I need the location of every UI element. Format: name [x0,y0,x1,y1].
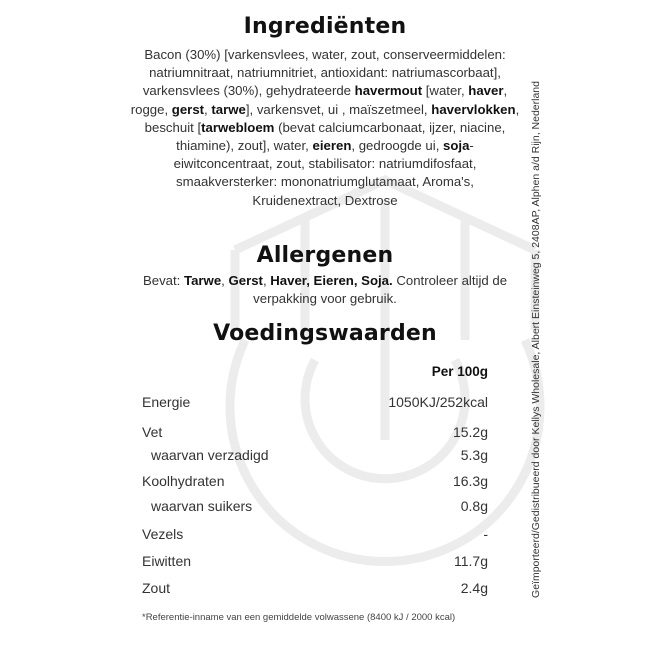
allergen-bold-term: Haver, Eieren, Soja. [270,273,393,288]
nutrition-row [142,394,488,414]
nutrition-row [142,473,488,493]
nutrition-row-value: 16.3g [452,473,488,489]
nutrition-per-label: Per 100g [431,364,488,379]
ingredient-text-segment: [water, [422,83,469,99]
ingredient-bold-term: tarwebloem [201,119,275,135]
allergen-bold-term: Tarwe [184,273,222,288]
allergen-bold-term: Gerst [228,273,263,288]
nutrition-row [142,553,488,573]
allergens-title: Allergenen [256,243,394,268]
nutrition-row-value: 0.8g [460,498,488,514]
ingredient-bold-term: haver [468,83,504,99]
ingredient-text-segment: -eiwitconcentraat, zout, stabilisator: natriumdifosfaat, smaakversterker: mononatriumglutamaat, Aroma's, Kruidenextract, Dextrose [173,138,477,208]
allergen-text-segment: Controleer altijd de verpakking voor gebruik. [253,273,508,307]
nutrition-row-label: waarvan suikers [151,498,253,514]
allergen-text-segment: , [221,273,229,288]
ingredient-bold-term: gerst [171,101,205,117]
nutrition-row [142,424,488,444]
ingredient-bold-term: havermout [354,83,423,99]
nutrition-row-value: - [483,526,488,542]
ingredient-bold-term: soja [443,138,470,154]
nutrition-row-value: 5.3g [460,447,488,463]
nutrition-footnote: *Referentie-inname van een gemiddelde volwassene (8400 kJ / 2000 kcal) [142,612,456,623]
ingredients-text [130,46,520,210]
nutrition-row-value: 15.2g [452,424,488,440]
nutrition-row-label: waarvan verzadigd [151,447,269,463]
ingredient-text-segment: , beschuit [ [144,101,520,135]
nutrition-row-label: Energie [142,394,191,410]
ingredient-bold-term: tarwe [211,101,246,117]
nutrition-row [142,447,488,467]
nutrition-row [142,580,488,600]
ingredient-bold-term: havervlokken [431,101,516,117]
nutrition-row-label: Vezels [142,526,184,542]
importer-side-text: Geïmporteerd/Gedistribueerd door Kellys Wholesale, Albert Einsteinweg 5, 2408AP, Alphen a/d Rijn, Nederland [530,81,542,598]
nutrition-row [142,498,488,518]
nutrition-row-value: 2.4g [460,580,488,596]
nutrition-row [142,526,488,546]
nutrition-row-value: 1050KJ/252kcal [388,394,488,410]
ingredient-text-segment: , gedroogde ui, [351,138,444,154]
nutrition-row-label: Koolhydraten [142,473,225,489]
nutrition-title: Voedingswaarden [213,321,437,346]
ingredient-text-segment: (bevat calciumcarbonaat, ijzer, niacine, thiamine), zout], water, [176,119,506,154]
allergen-text-segment: Bevat: [142,273,185,288]
allergen-text-segment: , [262,273,271,288]
ingredient-text-segment: Bacon (30%) [varkensvlees, water, zout, conserveermiddelen: natriumnitraat, natriumnitriet, antioxidant: natriumascorbaat], varkensvlees (30%), gehydrateerde [142,47,506,99]
nutrition-row-label: Eiwitten [142,553,192,569]
allergens-text [130,272,520,308]
ingredient-bold-term: eieren [312,138,352,154]
ingredient-text-segment: ], varkensvet, ui , maïszetmeel, [245,101,432,117]
nutrition-row-value: 11.7g [454,553,488,569]
ingredients-title: Ingrediënten [243,14,407,39]
ingredient-text-segment: , [204,101,212,117]
ingredient-text-segment: , rogge, [130,83,508,117]
nutrition-row-label: Zout [142,580,171,596]
nutrition-row-label: Vet [142,424,163,440]
